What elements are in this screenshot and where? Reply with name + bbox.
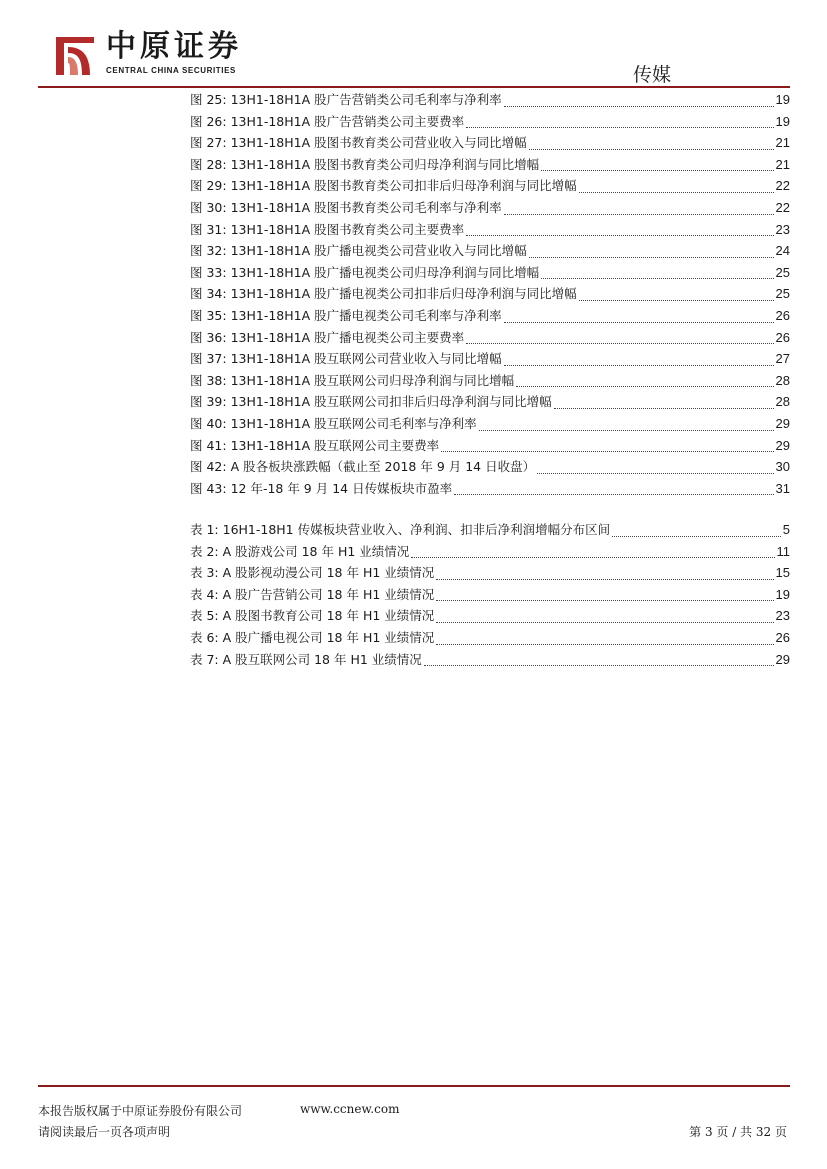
figure-index-entry[interactable] (190, 479, 790, 501)
footer-page-info: 第 3 页 / 共 32 页 (689, 1125, 787, 1139)
entry-page-number: 26 (775, 307, 790, 323)
footer-disclaimer: 请阅读最后一页各项声明 (38, 1125, 171, 1139)
figure-index-entry[interactable] (190, 371, 790, 393)
entry-label: 表 1: 16H1-18H1 传媒板块营业收入、净利润、扣非后净利润增幅分布区间 (190, 522, 611, 537)
dot-leader (454, 494, 773, 495)
figure-index-entry[interactable] (190, 133, 790, 155)
dot-leader (466, 235, 773, 236)
figure-index-entry[interactable] (190, 414, 790, 436)
entry-page-number: 28 (775, 372, 790, 388)
figure-index-entry[interactable] (190, 263, 790, 285)
table-index-entry[interactable] (190, 606, 790, 628)
dot-leader (579, 300, 774, 301)
entry-label: 表 7: A 股互联网公司 18 年 H1 业绩情况 (190, 651, 422, 667)
entry-label: 图 35: 13H1-18H1A 股广播电视类公司毛利率与净利率 (190, 307, 502, 323)
entry-label: 图 39: 13H1-18H1A 股互联网公司扣非后归母净利润与同比增幅 (190, 394, 552, 410)
table-index-entry[interactable] (190, 563, 790, 585)
footer-website-link[interactable]: www.ccnew.com (300, 1102, 400, 1116)
entry-page-number: 31 (775, 480, 790, 496)
entry-page-number: 26 (775, 629, 790, 645)
entry-label: 图 27: 13H1-18H1A 股图书教育类公司营业收入与同比增幅 (190, 135, 527, 151)
entry-page-number: 26 (775, 329, 790, 345)
figure-index-entry[interactable] (190, 112, 790, 134)
entry-page-number: 22 (775, 178, 790, 194)
figure-index-entry[interactable] (190, 306, 790, 328)
figure-index-entry[interactable] (190, 90, 790, 112)
entry-label: 图 29: 13H1-18H1A 股图书教育类公司扣非后归母净利润与同比增幅 (190, 178, 577, 194)
entry-page-number: 28 (775, 394, 790, 410)
entry-label: 表 3: A 股影视动漫公司 18 年 H1 业绩情况 (190, 565, 435, 581)
footer-copyright: 本报告版权属于中原证券股份有限公司 (38, 1104, 243, 1118)
entry-page-number: 29 (775, 651, 790, 667)
figure-index-entry[interactable] (190, 220, 790, 242)
figure-index-entry[interactable] (190, 241, 790, 263)
entry-page-number: 23 (775, 608, 790, 624)
figure-index-entry[interactable] (190, 176, 790, 198)
dot-leader (537, 473, 773, 474)
table-index-entry[interactable] (190, 628, 790, 650)
entry-page-number: 25 (775, 286, 790, 302)
entry-label: 图 42: A 股各板块涨跌幅（截止至 2018 年 9 月 14 日收盘） (190, 459, 536, 475)
dot-leader (436, 579, 773, 580)
entry-label: 图 40: 13H1-18H1A 股互联网公司毛利率与净利率 (190, 415, 477, 431)
figure-index-list (190, 90, 790, 500)
table-index-entry[interactable] (190, 585, 790, 607)
dot-leader (436, 622, 773, 623)
entry-label: 图 26: 13H1-18H1A 股广告营销类公司主要费率 (190, 113, 465, 129)
entry-page-number: 21 (775, 156, 790, 172)
dot-leader (466, 127, 773, 128)
entry-label: 图 38: 13H1-18H1A 股互联网公司归母净利润与同比增幅 (190, 372, 515, 388)
figure-index-entry[interactable] (190, 349, 790, 371)
dot-leader (466, 343, 773, 344)
entry-label: 表 5: A 股图书教育公司 18 年 H1 业绩情况 (190, 608, 435, 624)
figure-index-entry[interactable] (190, 284, 790, 306)
figure-index-entry[interactable] (190, 155, 790, 177)
entry-label: 图 25: 13H1-18H1A 股广告营销类公司毛利率与净利率 (190, 92, 502, 107)
entry-page-number: 25 (775, 264, 790, 280)
entry-label: 图 37: 13H1-18H1A 股互联网公司营业收入与同比增幅 (190, 351, 502, 367)
dot-leader (504, 106, 774, 107)
figure-index-entry[interactable] (190, 328, 790, 350)
dot-leader (579, 192, 774, 193)
dot-leader (516, 386, 773, 387)
entry-page-number: 5 (782, 522, 790, 537)
entry-page-number: 21 (775, 135, 790, 151)
logo-english-name: CENTRAL CHINA SECURITIES (106, 66, 236, 75)
section-title: 传媒 (632, 64, 671, 86)
entry-page-number: 29 (775, 437, 790, 453)
entry-label: 图 32: 13H1-18H1A 股广播电视类公司营业收入与同比增幅 (190, 243, 527, 259)
entry-label: 图 33: 13H1-18H1A 股广播电视类公司归母净利润与同比增幅 (190, 264, 540, 280)
page-header (0, 0, 827, 90)
figure-index-entry[interactable] (190, 392, 790, 414)
logo-chinese-name: 中原证券 (106, 29, 242, 64)
entry-page-number: 19 (775, 586, 790, 602)
entry-label: 表 2: A 股游戏公司 18 年 H1 业绩情况 (190, 543, 410, 559)
dot-leader (529, 257, 774, 258)
entry-label: 图 28: 13H1-18H1A 股图书教育类公司归母净利润与同比增幅 (190, 156, 540, 172)
dot-leader (554, 408, 774, 409)
entry-label: 图 30: 13H1-18H1A 股图书教育类公司毛利率与净利率 (190, 199, 502, 215)
dot-leader (436, 600, 773, 601)
entry-label: 图 43: 12 年-18 年 9 月 14 日传媒板块市盈率 (190, 480, 453, 496)
dot-leader (541, 278, 773, 279)
entry-label: 图 36: 13H1-18H1A 股广播电视类公司主要费率 (190, 329, 465, 345)
entry-page-number: 27 (775, 351, 790, 367)
dot-leader (479, 430, 774, 431)
figure-index-entry[interactable] (190, 457, 790, 479)
entry-page-number: 24 (775, 243, 790, 259)
dot-leader (436, 644, 773, 645)
footer-divider (38, 1085, 790, 1087)
dot-leader (504, 214, 774, 215)
dot-leader (541, 170, 773, 171)
entry-label: 图 41: 13H1-18H1A 股互联网公司主要费率 (190, 437, 440, 453)
dot-leader (504, 365, 774, 366)
dot-leader (504, 322, 774, 323)
entry-page-number: 11 (776, 543, 790, 559)
entry-label: 图 34: 13H1-18H1A 股广播电视类公司扣非后归母净利润与同比增幅 (190, 286, 577, 302)
entry-page-number: 19 (775, 92, 790, 107)
dot-leader (411, 557, 774, 558)
entry-page-number: 19 (775, 113, 790, 129)
dot-leader (612, 536, 781, 537)
entry-label: 表 6: A 股广播电视公司 18 年 H1 业绩情况 (190, 629, 435, 645)
figure-index-entry[interactable] (190, 436, 790, 458)
entry-page-number: 29 (775, 415, 790, 431)
header-divider (38, 86, 790, 88)
company-logo-icon (52, 33, 98, 79)
table-index-list (190, 520, 790, 671)
entry-page-number: 15 (775, 565, 790, 581)
entry-label: 表 4: A 股广告营销公司 18 年 H1 业绩情况 (190, 586, 435, 602)
table-index-entry[interactable] (190, 542, 790, 564)
table-index-entry[interactable] (190, 520, 790, 542)
dot-leader (424, 665, 774, 666)
entry-page-number: 23 (775, 221, 790, 237)
entry-page-number: 22 (775, 199, 790, 215)
entry-page-number: 30 (775, 459, 790, 475)
entry-label: 图 31: 13H1-18H1A 股图书教育类公司主要费率 (190, 221, 465, 237)
figure-index-entry[interactable] (190, 198, 790, 220)
dot-leader (441, 451, 773, 452)
table-index-entry[interactable] (190, 650, 790, 672)
dot-leader (529, 149, 774, 150)
